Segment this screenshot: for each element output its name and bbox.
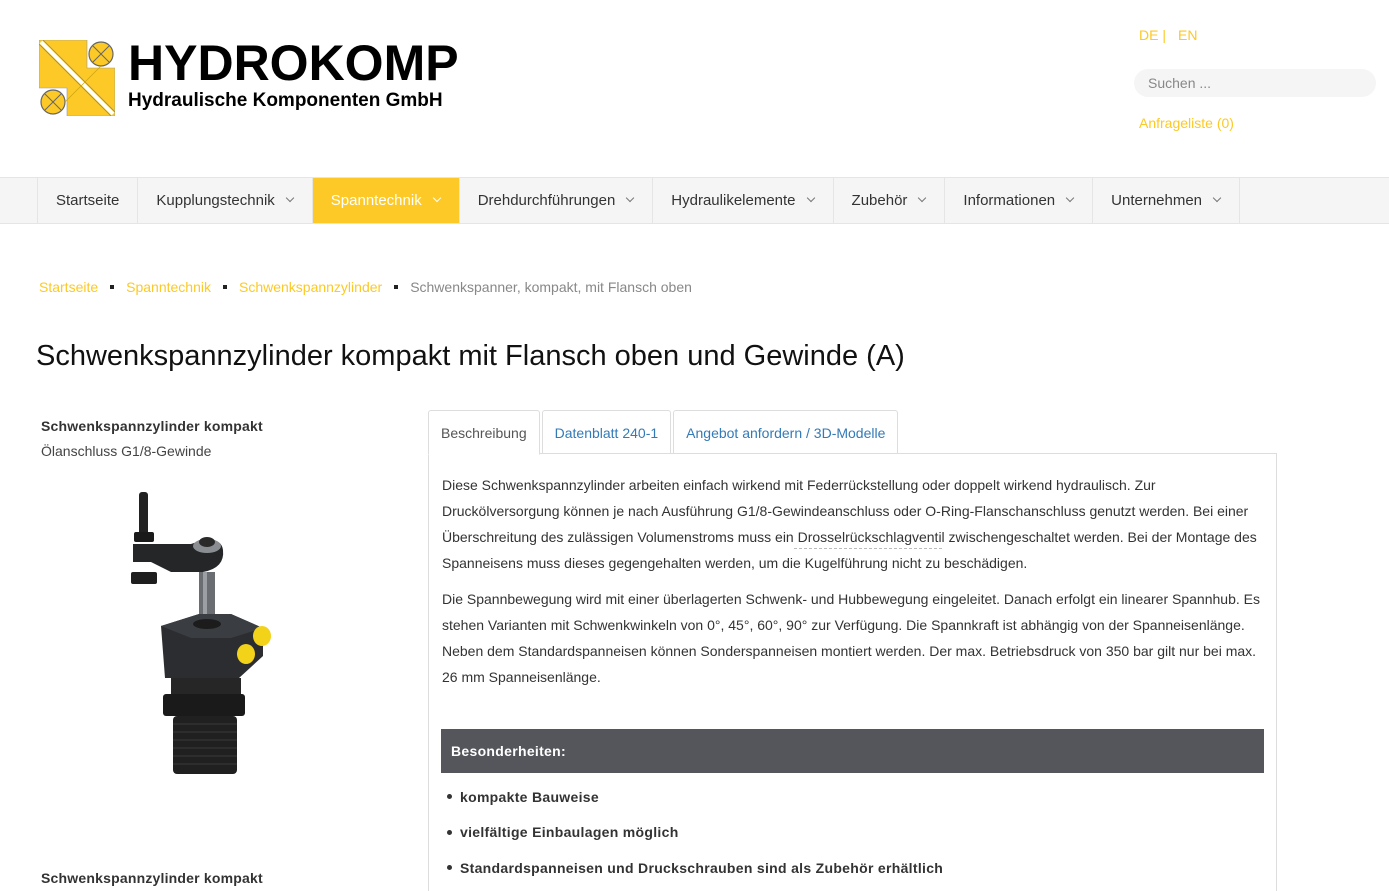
language-en[interactable]: EN <box>1177 27 1198 43</box>
breadcrumb-current: Schwenkspanner, kompakt, mit Flansch oben <box>410 279 692 295</box>
chevron-down-icon <box>808 195 815 202</box>
nav-item-spanntechnik[interactable] <box>313 178 460 223</box>
inquiry-list-link[interactable]: Anfrageliste (0) <box>1139 115 1234 131</box>
nav-item-hydraulikelemente[interactable] <box>653 178 833 223</box>
features-list <box>447 779 943 886</box>
nav-item-label: Hydraulikelemente <box>671 192 796 209</box>
nav-item-zubehoer[interactable] <box>834 178 946 223</box>
chevron-down-icon <box>1067 195 1074 202</box>
tab-datenblatt[interactable]: Datenblatt 240-1 <box>542 410 672 454</box>
nav-item-kupplungstechnik[interactable] <box>138 178 312 223</box>
logo-title: HYDROKOMP <box>128 35 459 91</box>
nav-item-informationen[interactable] <box>945 178 1093 223</box>
chevron-down-icon <box>919 195 926 202</box>
tab-panel-beschreibung <box>428 453 1277 891</box>
description-paragraph: Die Spannbewegung wird mit einer überlagerten Schwenk- und Hubbewegung eingeleitet. Danach erfolgt ein linearer Spannhub. Es stehen Varianten mit Schwenkwinkeln von 0°, 45°, 60°, 90° zur Verfügung. Die Spannkraft ist abhängig von der Spanneisenlänge. Neben dem Standardspanneisen können Sonderspanneisen montiert werden. Der max. Betriebsdruck von 350 bar gilt nur bei max. 26 mm Spanneisenlänge. <box>442 591 1260 685</box>
language-switcher <box>1139 27 1197 43</box>
description <box>442 472 1268 700</box>
feature-item: vielfältige Einbaulagen möglich <box>447 815 943 851</box>
nav-item-label: Startseite <box>56 192 120 209</box>
nav-item-label: Kupplungstechnik <box>156 192 275 209</box>
product-sidebar <box>41 418 401 886</box>
tab-angebot-3d-modelle[interactable]: Angebot anfordern / 3D-Modelle <box>673 410 898 454</box>
breadcrumb <box>39 279 692 295</box>
main-nav <box>0 177 1389 224</box>
breadcrumb-separator <box>110 285 114 289</box>
nav-item-label: Zubehör <box>851 192 908 209</box>
language-de[interactable]: DE | <box>1139 27 1166 43</box>
product-name-secondary: Schwenkspannzylinder kompakt <box>41 870 263 886</box>
product-name: Schwenkspannzylinder kompakt <box>41 418 263 434</box>
nav-item-startseite[interactable] <box>38 178 138 223</box>
breadcrumb-link-startseite[interactable]: Startseite <box>39 279 99 295</box>
features-heading: Besonderheiten: <box>441 729 1264 773</box>
nav-item-label: Unternehmen <box>1111 192 1203 209</box>
company-logo[interactable] <box>39 35 459 118</box>
search-input[interactable] <box>1134 69 1376 97</box>
nav-item-label: Informationen <box>963 192 1056 209</box>
product-subtitle: Ölanschluss G1/8-Gewinde <box>41 443 212 459</box>
product-image[interactable] <box>131 488 281 788</box>
logo-subtitle: Hydraulische Komponenten GmbH <box>128 90 443 111</box>
chevron-down-icon <box>287 195 294 202</box>
chevron-down-icon <box>627 195 634 202</box>
feature-item: kompakte Bauweise <box>447 779 943 815</box>
breadcrumb-separator <box>223 285 227 289</box>
breadcrumb-link-schwenkspannzylinder[interactable]: Schwenkspannzylinder <box>238 279 383 295</box>
nav-item-label: Spanntechnik <box>330 192 422 209</box>
description-paragraph: Diese Schwenkspannzylinder arbeiten einfach wirkend mit Federrückstellung oder doppelt wirkend hydraulisch. Zur Druckölversorgung können je nach Ausführung G1/8-Gewindeanschluss oder O-Ring-Flanschanschluss genutzt werden. Bei einer Überschreitung des zulässigen Volumenstroms muss ein Drosselrückschlagventil zwischengeschaltet werden. Bei der Montage des Spanneisens muss dieses gegengehalten werden, um die Kugelführung nicht zu beschädigen. <box>442 477 1257 571</box>
logo-mark-icon <box>39 40 115 116</box>
product-tabs <box>428 410 900 455</box>
breadcrumb-link-spanntechnik[interactable]: Spanntechnik <box>126 279 211 295</box>
tab-beschreibung[interactable]: Beschreibung <box>428 410 540 455</box>
nav-item-drehdurchfuehrungen[interactable] <box>460 178 654 223</box>
chevron-down-icon <box>1214 195 1221 202</box>
chevron-down-icon <box>434 195 441 202</box>
feature-item: Standardspanneisen und Druckschrauben sind als Zubehör erhältlich <box>447 850 943 886</box>
nav-item-label: Drehdurchführungen <box>477 192 616 209</box>
dashed-divider <box>794 548 942 549</box>
nav-item-unternehmen[interactable] <box>1093 178 1240 223</box>
page-title: Schwenkspannzylinder kompakt mit Flansch oben und Gewinde (A) <box>36 340 905 372</box>
breadcrumb-separator <box>394 285 398 289</box>
site-header <box>0 0 1389 177</box>
